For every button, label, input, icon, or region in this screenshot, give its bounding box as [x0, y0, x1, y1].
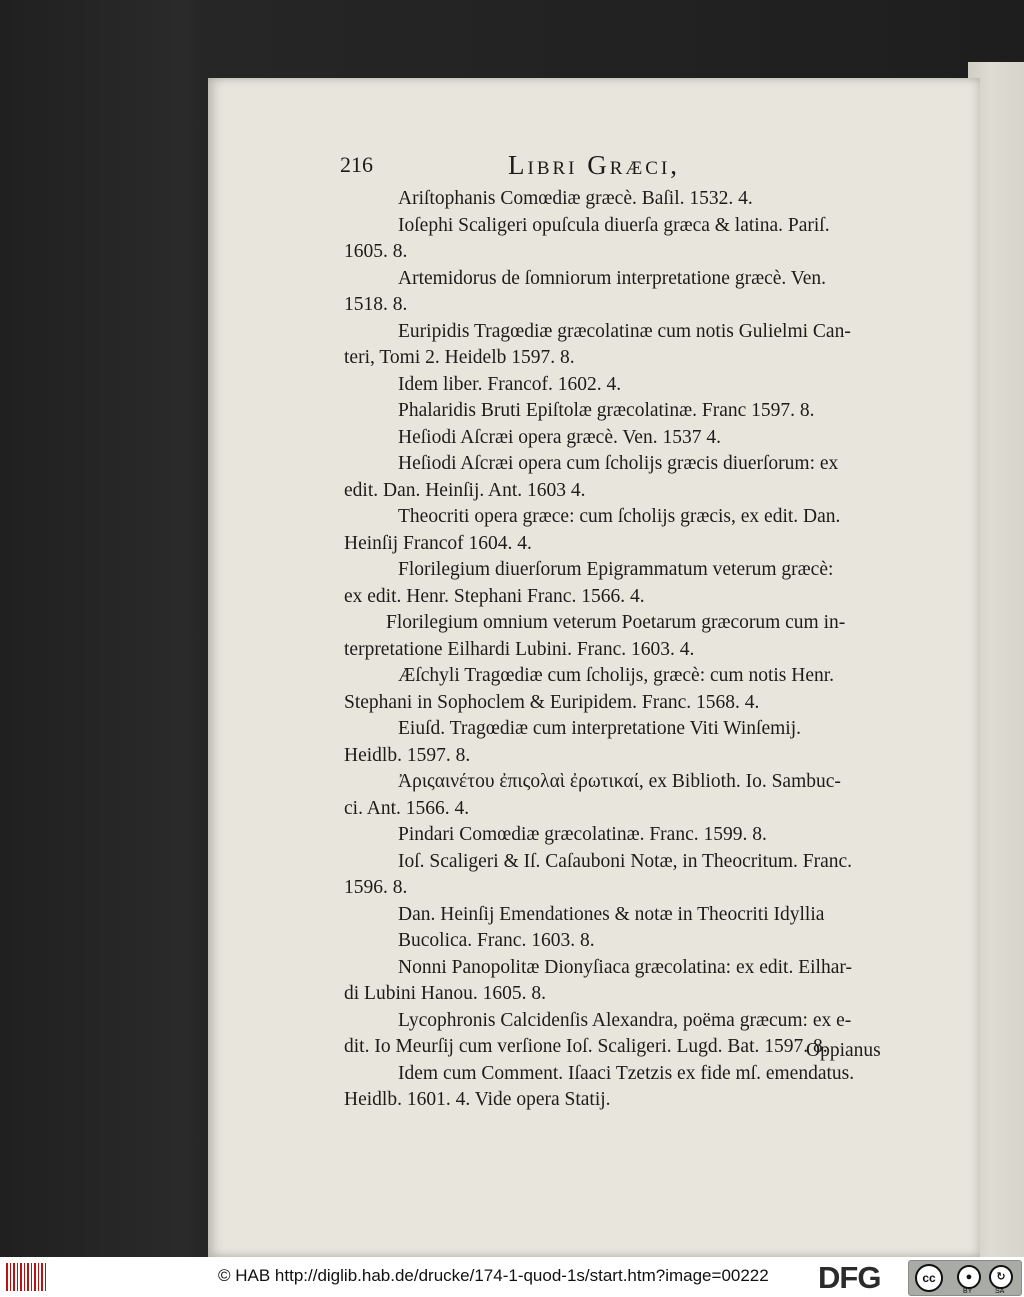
page-header — [340, 150, 900, 186]
text-line: 1605. 8. — [344, 241, 408, 262]
cc-sa-label: SA — [995, 1288, 1005, 1295]
catchword: Oppianus — [806, 1040, 881, 1061]
text-line: Ἀριςαινέτου ἐπιςολαὶ ἐρωτικαί, ex Biblioth. Io. Sambuc- — [398, 771, 841, 792]
text-line: teri, Tomi 2. Heidelb 1597. 8. — [344, 347, 575, 368]
text-line: ex edit. Henr. Stephani Franc. 1566. 4. — [344, 585, 645, 607]
text-line: Dan. Heinſij Emendationes & notæ in Theocriti Idyllia — [398, 903, 825, 925]
text-line: Heinſij Francof 1604. 4. — [344, 532, 532, 554]
text-line: Ioſ. Scaligeri & Iſ. Caſauboni Notæ, in Theocritum. Franc. — [398, 850, 853, 872]
text-line: ci. Ant. 1566. 4. — [344, 797, 470, 819]
text-line: Ioſephi Scaligeri opuſcula diuerſa græca & latina. Pariſ. — [398, 214, 830, 236]
text-line: Stephani in Sophoclem & Euripidem. Franc. 1568. 4. — [344, 691, 760, 713]
text-line: Artemidorus de ſomniorum interpretatione græcè. Ven. — [398, 267, 826, 289]
text-line: 1518. 8. — [344, 294, 408, 315]
catalogue-entries — [344, 186, 904, 1114]
text-line: Florilegium omnium veterum Poetarum græcorum cum in- — [386, 612, 846, 633]
dfg-logo: DFG — [818, 1260, 881, 1295]
text-line: terpretatione Eilhardi Lubini. Franc. 1603. 4. — [344, 638, 695, 660]
cc-icon: cc — [915, 1264, 943, 1292]
source-credit-link[interactable]: © HAB http://diglib.hab.de/drucke/174-1-quod-1s/start.htm?image=00222 — [218, 1266, 769, 1285]
text-line: Heſiodi Aſcræi opera græcè. Ven. 1537 4. — [398, 426, 721, 448]
viewer-footer — [0, 1257, 1024, 1297]
share-alike-icon: ↻ — [989, 1265, 1013, 1289]
running-title: Libri Græci, — [508, 150, 681, 180]
text-line: Idem cum Comment. Iſaaci Tzetzis ex fide mſ. emendatus. — [398, 1062, 855, 1084]
text-line: Heſiodi Aſcræi opera cum ſcholijs græcis diuerſorum: ex — [398, 453, 839, 474]
text-line: edit. Dan. Heinſij. Ant. 1603 4. — [344, 479, 586, 501]
hab-logo — [6, 1263, 48, 1291]
cc-license-badge[interactable] — [908, 1260, 1022, 1296]
text-line: Bucolica. Franc. 1603. 8. — [398, 930, 595, 951]
text-line: Ariſtophanis Comœdiæ græcè. Baſil. 1532. 4. — [398, 188, 753, 209]
text-line: Pindari Comœdiæ græcolatinæ. Franc. 1599. 8. — [398, 824, 767, 845]
text-line: Phalaridis Bruti Epiſtolæ græcolatinæ. Franc 1597. 8. — [398, 400, 815, 421]
text-line: 1596. 8. — [344, 877, 408, 898]
text-line: dit. Io Meurſij cum verſione Ioſ. Scaligeri. Lugd. Bat. 1597. 8. — [344, 1036, 828, 1057]
text-line: Heidlb. 1601. 4. Vide opera Statij. — [344, 1089, 611, 1110]
text-line: di Lubini Hanou. 1605. 8. — [344, 983, 547, 1004]
text-line: Florilegium diuerſorum Epigrammatum veterum græcè: — [398, 559, 834, 580]
text-line: Nonni Panopolitæ Dionyſiaca græcolatina: ex edit. Eilhar- — [398, 956, 852, 978]
text-line: Heidlb. 1597. 8. — [344, 744, 471, 766]
page-number: 216 — [340, 152, 373, 177]
text-line: Æſchyli Tragœdiæ cum ſcholijs, græcè: cum notis Henr. — [398, 665, 835, 686]
text-line: Theocriti opera græce: cum ſcholijs græcis, ex edit. Dan. — [398, 506, 841, 527]
cc-by-label: BY — [963, 1288, 973, 1295]
text-line: Idem liber. Francof. 1602. 4. — [398, 373, 622, 395]
text-line: Eiuſd. Tragœdiæ cum interpretatione Viti Winſemij. — [398, 718, 801, 739]
text-line: Lycophronis Calcidenſis Alexandra, poëma græcum: ex e- — [398, 1009, 852, 1031]
text-line: Euripidis Tragœdiæ græcolatinæ cum notis Gulielmi Can- — [398, 320, 851, 342]
attribution-icon: ● — [957, 1265, 981, 1289]
